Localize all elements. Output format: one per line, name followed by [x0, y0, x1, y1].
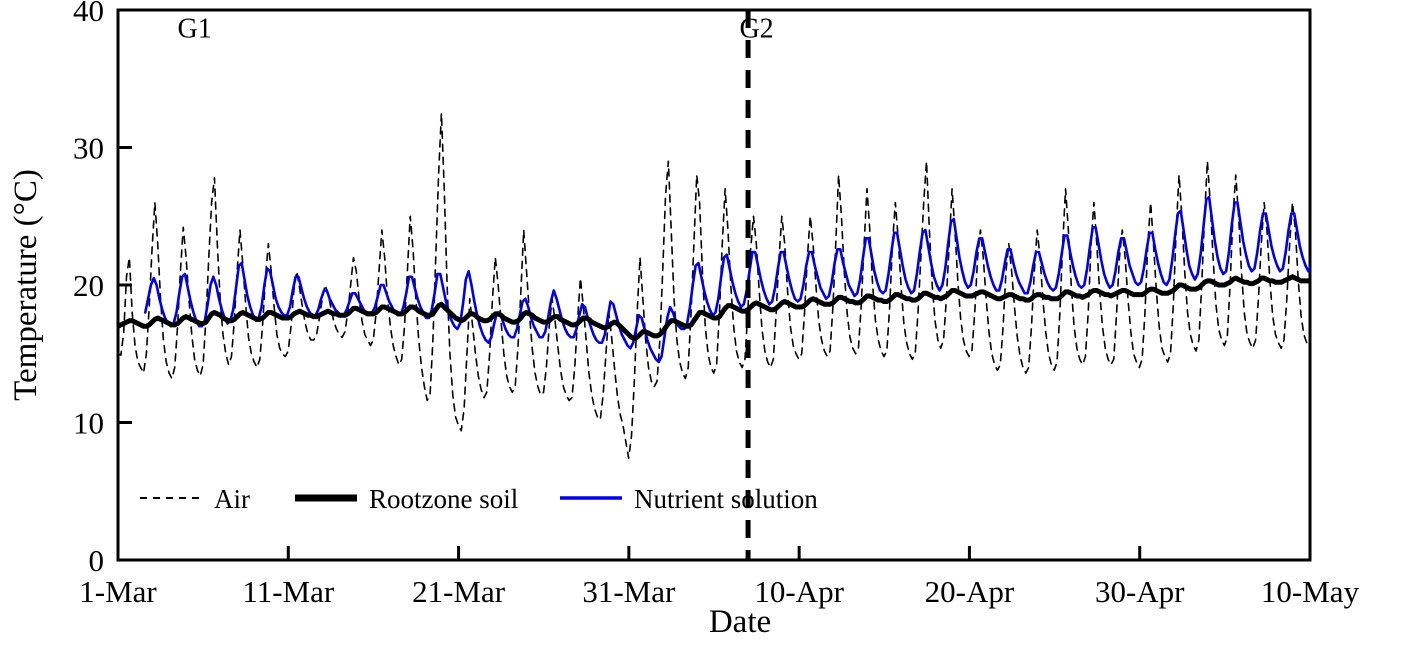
- panel-annotation: G1: [177, 13, 212, 45]
- y-axis-label: Temperature (°C): [8, 169, 44, 401]
- x-tick-label: 1-Mar: [79, 574, 157, 609]
- x-tick-label: 21-Mar: [412, 574, 506, 609]
- x-axis-label: Date: [708, 604, 772, 640]
- x-tick-label: 31-Mar: [582, 574, 676, 609]
- data-series-group: [118, 113, 1318, 458]
- panel-annotation: G2: [739, 13, 774, 45]
- y-axis-ticks: [73, 0, 132, 578]
- x-tick-label: 30-Apr: [1094, 574, 1185, 609]
- legend-label: Nutrient solution: [634, 484, 818, 514]
- x-axis-ticks: [79, 546, 1359, 609]
- chart-legend: [140, 484, 818, 514]
- x-tick-label: 20-Apr: [924, 574, 1015, 609]
- plot-frame: [118, 10, 1310, 560]
- panel-annotations: [178, 14, 774, 45]
- x-tick-label: 10-Apr: [754, 574, 844, 609]
- legend-label: Rootzone soil: [369, 484, 519, 514]
- y-tick-label: 10: [73, 405, 104, 441]
- y-tick-label: 20: [73, 268, 104, 303]
- legend-label: Air: [214, 484, 250, 514]
- series-line: [145, 197, 1317, 362]
- x-tick-label: 11-Mar: [242, 574, 335, 609]
- y-tick-label: 30: [73, 130, 104, 166]
- x-tick-label: 10-May: [1260, 574, 1360, 609]
- y-tick-label: 0: [88, 543, 104, 578]
- y-tick-label: 40: [73, 0, 104, 28]
